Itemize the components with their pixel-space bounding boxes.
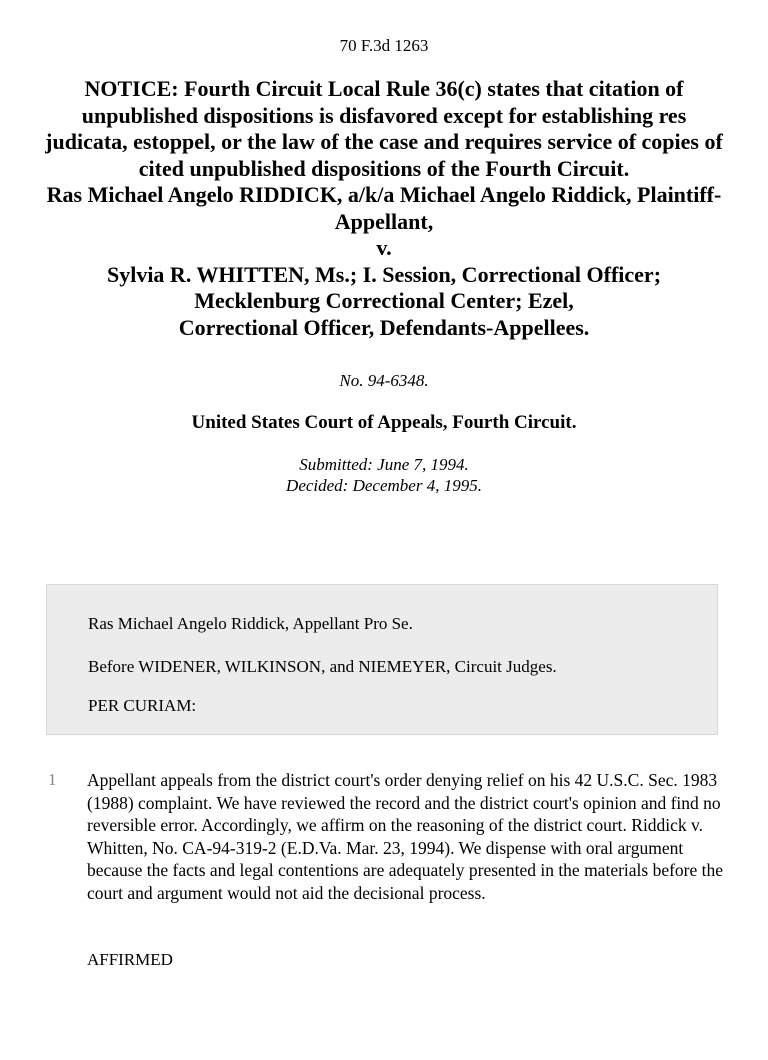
- summary-box: [46, 584, 718, 735]
- per-curiam-label: PER CURIAM:: [88, 696, 197, 715]
- case-heading: [40, 76, 728, 341]
- judges-line: Before WIDENER, WILKINSON, and NIEMEYER, Circuit Judges.: [88, 657, 557, 676]
- defendants-line-3: Correctional Officer, Defendants-Appellees.: [178, 314, 590, 340]
- defendants-line-2: Mecklenburg Correctional Center; Ezel,: [194, 288, 574, 313]
- plaintiff-name: Ras Michael Angelo RIDDICK, a/k/a Michael Angelo Riddick, Plaintiff-Appellant,: [46, 182, 722, 234]
- docket-number: No. 94-6348.: [339, 371, 429, 390]
- notice-text: NOTICE: Fourth Circuit Local Rule 36(c) states that citation of unpublished dispositions is disfavored except for establishing res judicata, estoppel, or the law of the case and requires service of copies of cited unpublished dispositions of the Fourth Circuit.: [45, 76, 723, 181]
- defendants-line-1: Sylvia R. WHITTEN, Ms.; I. Session, Correctional Officer;: [106, 261, 662, 287]
- versus-label: v.: [376, 235, 392, 260]
- case-citation: 70 F.3d 1263: [339, 36, 429, 55]
- disposition-label: AFFIRMED: [87, 950, 173, 969]
- paragraph-text: Appellant appeals from the district court's order denying relief on his 42 U.S.C. Sec. 1983 (1988) complaint. We have reviewed the record and the district court's opinion and find no reversible error. Accordingly, we affirm on the reasoning of the district court. Riddick v. Whitten, No. CA-94-319-2 (E.D.Va. Mar. 23, 1994). We dispense with oral argument because the facts and legal contentions are adequately presented in the materials before the court and argument would not aid the decisional process.: [87, 770, 724, 903]
- case-dates: [0, 454, 768, 496]
- counsel-line: Ras Michael Angelo Riddick, Appellant Pro Se.: [88, 614, 413, 633]
- decided-date: Decided: December 4, 1995.: [286, 476, 482, 495]
- court-name: United States Court of Appeals, Fourth Circuit.: [191, 412, 577, 433]
- submitted-date: Submitted: June 7, 1994.: [299, 455, 469, 474]
- paragraph-number: 1: [48, 770, 57, 789]
